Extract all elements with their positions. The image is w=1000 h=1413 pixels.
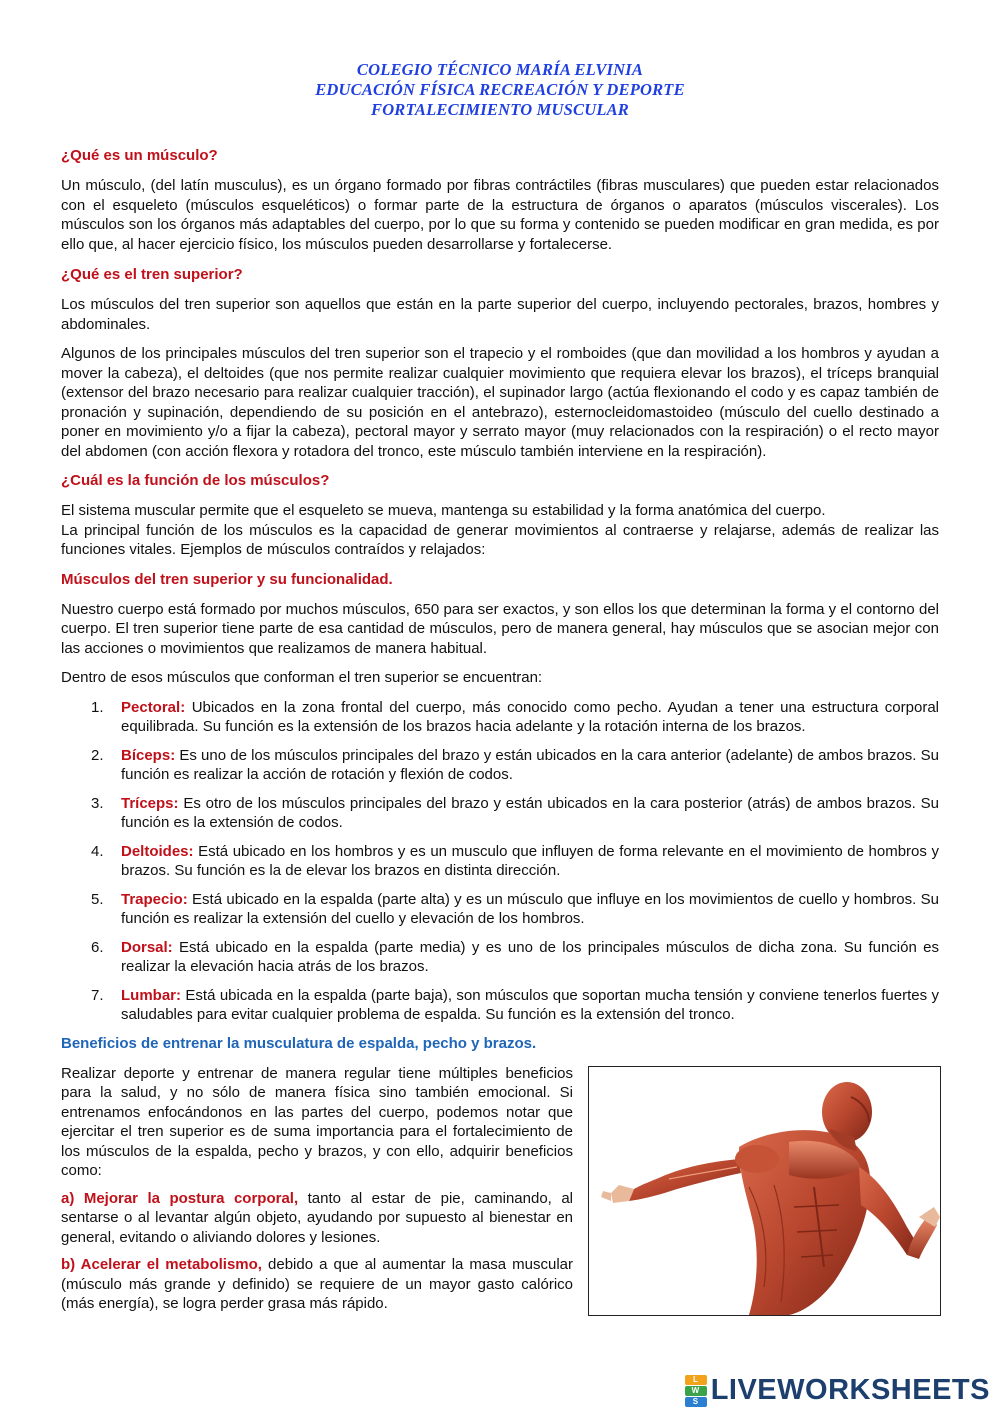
list-number: 3. <box>91 794 104 812</box>
brand-name: LIVEWORKSHEETS <box>710 1374 990 1406</box>
list-number: 7. <box>91 986 104 1004</box>
list-term: Deltoides: <box>121 842 194 860</box>
benefits-block <box>61 1064 939 1314</box>
anatomy-runner-image <box>588 1066 941 1316</box>
logo-letter: W <box>685 1386 707 1396</box>
section-title-tren-superior: ¿Qué es el tren superior? <box>61 266 243 283</box>
benefit-metabolismo <box>61 1255 573 1314</box>
benefit-text: tanto al estar de pie, caminando, al sentarse o al levantar algún objeto, ayudando por supuesto al bienestar en general, evitando o aliviando dolores y lesiones. <box>61 1189 574 1246</box>
list-term: Pectoral: <box>121 698 186 716</box>
list-item <box>61 794 939 833</box>
list-item <box>61 698 939 737</box>
list-number: 1. <box>91 698 104 716</box>
liveworksheets-watermark <box>685 1374 990 1407</box>
list-term: Trapecio: <box>121 890 188 908</box>
benefits-text <box>61 1064 573 1314</box>
paragraph-musculo-definicion: Un músculo, (del latín musculus), es un órgano formado por fibras contráctiles (fibras musculares) que pueden estar relacionados con el esqueleto (músculos esqueléticos) o formar parte de la estructura de órganos o aparatos (músculos viscerales). Los músculos son los órganos más adaptables del cuerpo, por lo que su forma y contenido se pueden modificar en gran medida, es por ello que, al hacer ejercicio físico, los músculos pueden desarrollarse y fortalecerse. <box>61 177 939 253</box>
list-number: 6. <box>91 938 104 956</box>
subject-name: EDUCACIÓN FÍSICA RECREACIÓN Y DEPORTE <box>315 80 685 99</box>
paragraph-funcion-1: El sistema muscular permite que el esqueleto se mueva, mantenga su estabilidad y la forma anatómica del cuerpo. <box>61 502 826 519</box>
paragraph-funcionalidad-1: Nuestro cuerpo está formado por muchos músculos, 650 para ser exactos, y son ellos los que determinan la forma y el contorno del cuerpo. El tren superior tiene parte de esa cantidad de músculos, pero de manera general, hay músculos que se asocian mejor con las acciones o movimientos que realizamos de manera habitual. <box>61 600 939 657</box>
liveworksheets-logo-icon <box>685 1375 707 1407</box>
list-text: Está ubicado en la espalda (parte alta) y es un músculo que influye en los movimientos de cuello y hombros. Su función es realizar la extensión del cuello y elevación de los hombros. <box>121 890 939 927</box>
list-item <box>61 986 939 1025</box>
paragraph-funcionalidad-2: Dentro de esos músculos que conforman el tren superior se encuentran: <box>61 669 543 686</box>
list-term: Lumbar: <box>121 986 181 1004</box>
paragraph-beneficios-intro: Realizar deporte y entrenar de manera regular tiene múltiples beneficios para la salud, y no sólo de manera física sino también emocional. Si entrenamos enfocándonos en las partes del cuerpo, podemos notar que ejercitar el tren superior es de suma importancia para el fortalecimiento de los músculos de la espalda, pecho y brazos, y con ello, adquirir beneficios como: <box>61 1064 573 1179</box>
benefit-postura <box>61 1189 573 1248</box>
list-text: Está ubicado en la espalda (parte media) y es uno de los principales músculos de dicha zona. Su función es realizar la elevación hacia atrás de los brazos. <box>121 938 939 975</box>
list-item <box>61 842 939 881</box>
logo-letter: S <box>685 1397 707 1407</box>
list-text: Está ubicada en la espalda (parte baja), son músculos que soportan mucha tensión y conviene tenerlos fuertes y saludables para evitar cualquier problema de espalda. Su función es la extensión del tronco. <box>121 986 939 1023</box>
school-name: COLEGIO TÉCNICO MARÍA ELVINIA <box>356 60 644 79</box>
topic-title: FORTALECIMIENTO MUSCULAR <box>370 100 630 119</box>
list-item <box>61 890 939 929</box>
paragraph-tren-superior-intro: Los músculos del tren superior son aquellos que están en la parte superior del cuerpo, incluyendo pectorales, brazos, hombres y abdominales. <box>61 296 939 333</box>
paragraph-funcion-2: La principal función de los músculos es la capacidad de generar movimientos al contraerse y relajarse, además de realizar las funciones vitales. Ejemplos de músculos contraídos y relajados: <box>61 521 939 558</box>
muscular-figure-illustration <box>589 1067 940 1315</box>
list-item <box>61 938 939 977</box>
section-title-funcion-musculos: ¿Cuál es la función de los músculos? <box>61 472 330 489</box>
document-page <box>61 60 939 1322</box>
logo-letter: L <box>685 1375 707 1385</box>
list-term: Dorsal: <box>121 938 173 956</box>
list-term: Bíceps: <box>121 746 176 764</box>
muscle-list <box>61 698 939 1025</box>
section-title-funcionalidad: Músculos del tren superior y su funcionalidad. <box>61 570 393 588</box>
paragraph-tren-superior-musculos: Algunos de los principales músculos del tren superior son el trapecio y el romboides (que dan movilidad a los hombros y ayudan a mover la cabeza), el deltoides (que nos permite realizar cualquier movimiento que requiera elevar los brazos), el tríceps branquial (extensor del brazo necesario para realizar cualquier tracción), el supinador largo (actúa flexionando el codo y es capaz también de pronación y supinación, dependiendo de su posición en el antebrazo), esternocleidomastoideo (músculo del cuello destinado a poner en movimiento y/o a fijar la cabeza), pectoral mayor y serrato mayor (muy relacionados con la respiración) o el recto mayor del abdomen (con acción flexora y rotadora del tronco, este músculo también interviene en la respiración). <box>61 345 939 460</box>
list-number: 4. <box>91 842 104 860</box>
benefit-term: a) Mejorar la postura corporal, <box>61 1189 299 1207</box>
benefit-text: debido a que al aumentar la masa muscular (músculo más grande y definido) se requiere de un mayor gasto calórico (más energía), se logra perder grasa más rápido. <box>61 1256 573 1312</box>
list-number: 5. <box>91 890 104 908</box>
list-text: Es uno de los músculos principales del brazo y están ubicados en la cara anterior (adelante) de ambos brazos. Su función es realizar la acción de rotación y flexión de codos. <box>121 746 939 783</box>
list-text: Está ubicado en los hombros y es un musculo que influyen de forma relevante en el movimiento de hombros y brazos. Su función es la de elevar los brazos en distinta dirección. <box>121 842 939 879</box>
list-number: 2. <box>91 746 104 764</box>
section-title-que-es-musculo: ¿Qué es un músculo? <box>61 147 218 164</box>
list-item <box>61 746 939 785</box>
benefit-term: b) Acelerar el metabolismo, <box>61 1256 262 1273</box>
list-text: Es otro de los músculos principales del brazo y están ubicados en la cara posterior (atrás) de ambos brazos. Su función es la extensión de codos. <box>121 794 939 831</box>
document-header <box>61 60 939 120</box>
list-text: Ubicados en la zona frontal del cuerpo, más conocido como pecho. Ayudan a tener una estructura corporal equilibrada. Su función es la extensión de los brazos hacia adelante y la rotación interna de los brazos. <box>121 698 939 735</box>
list-term: Tríceps: <box>121 794 179 812</box>
section-title-beneficios: Beneficios de entrenar la musculatura de espalda, pecho y brazos. <box>61 1034 537 1052</box>
